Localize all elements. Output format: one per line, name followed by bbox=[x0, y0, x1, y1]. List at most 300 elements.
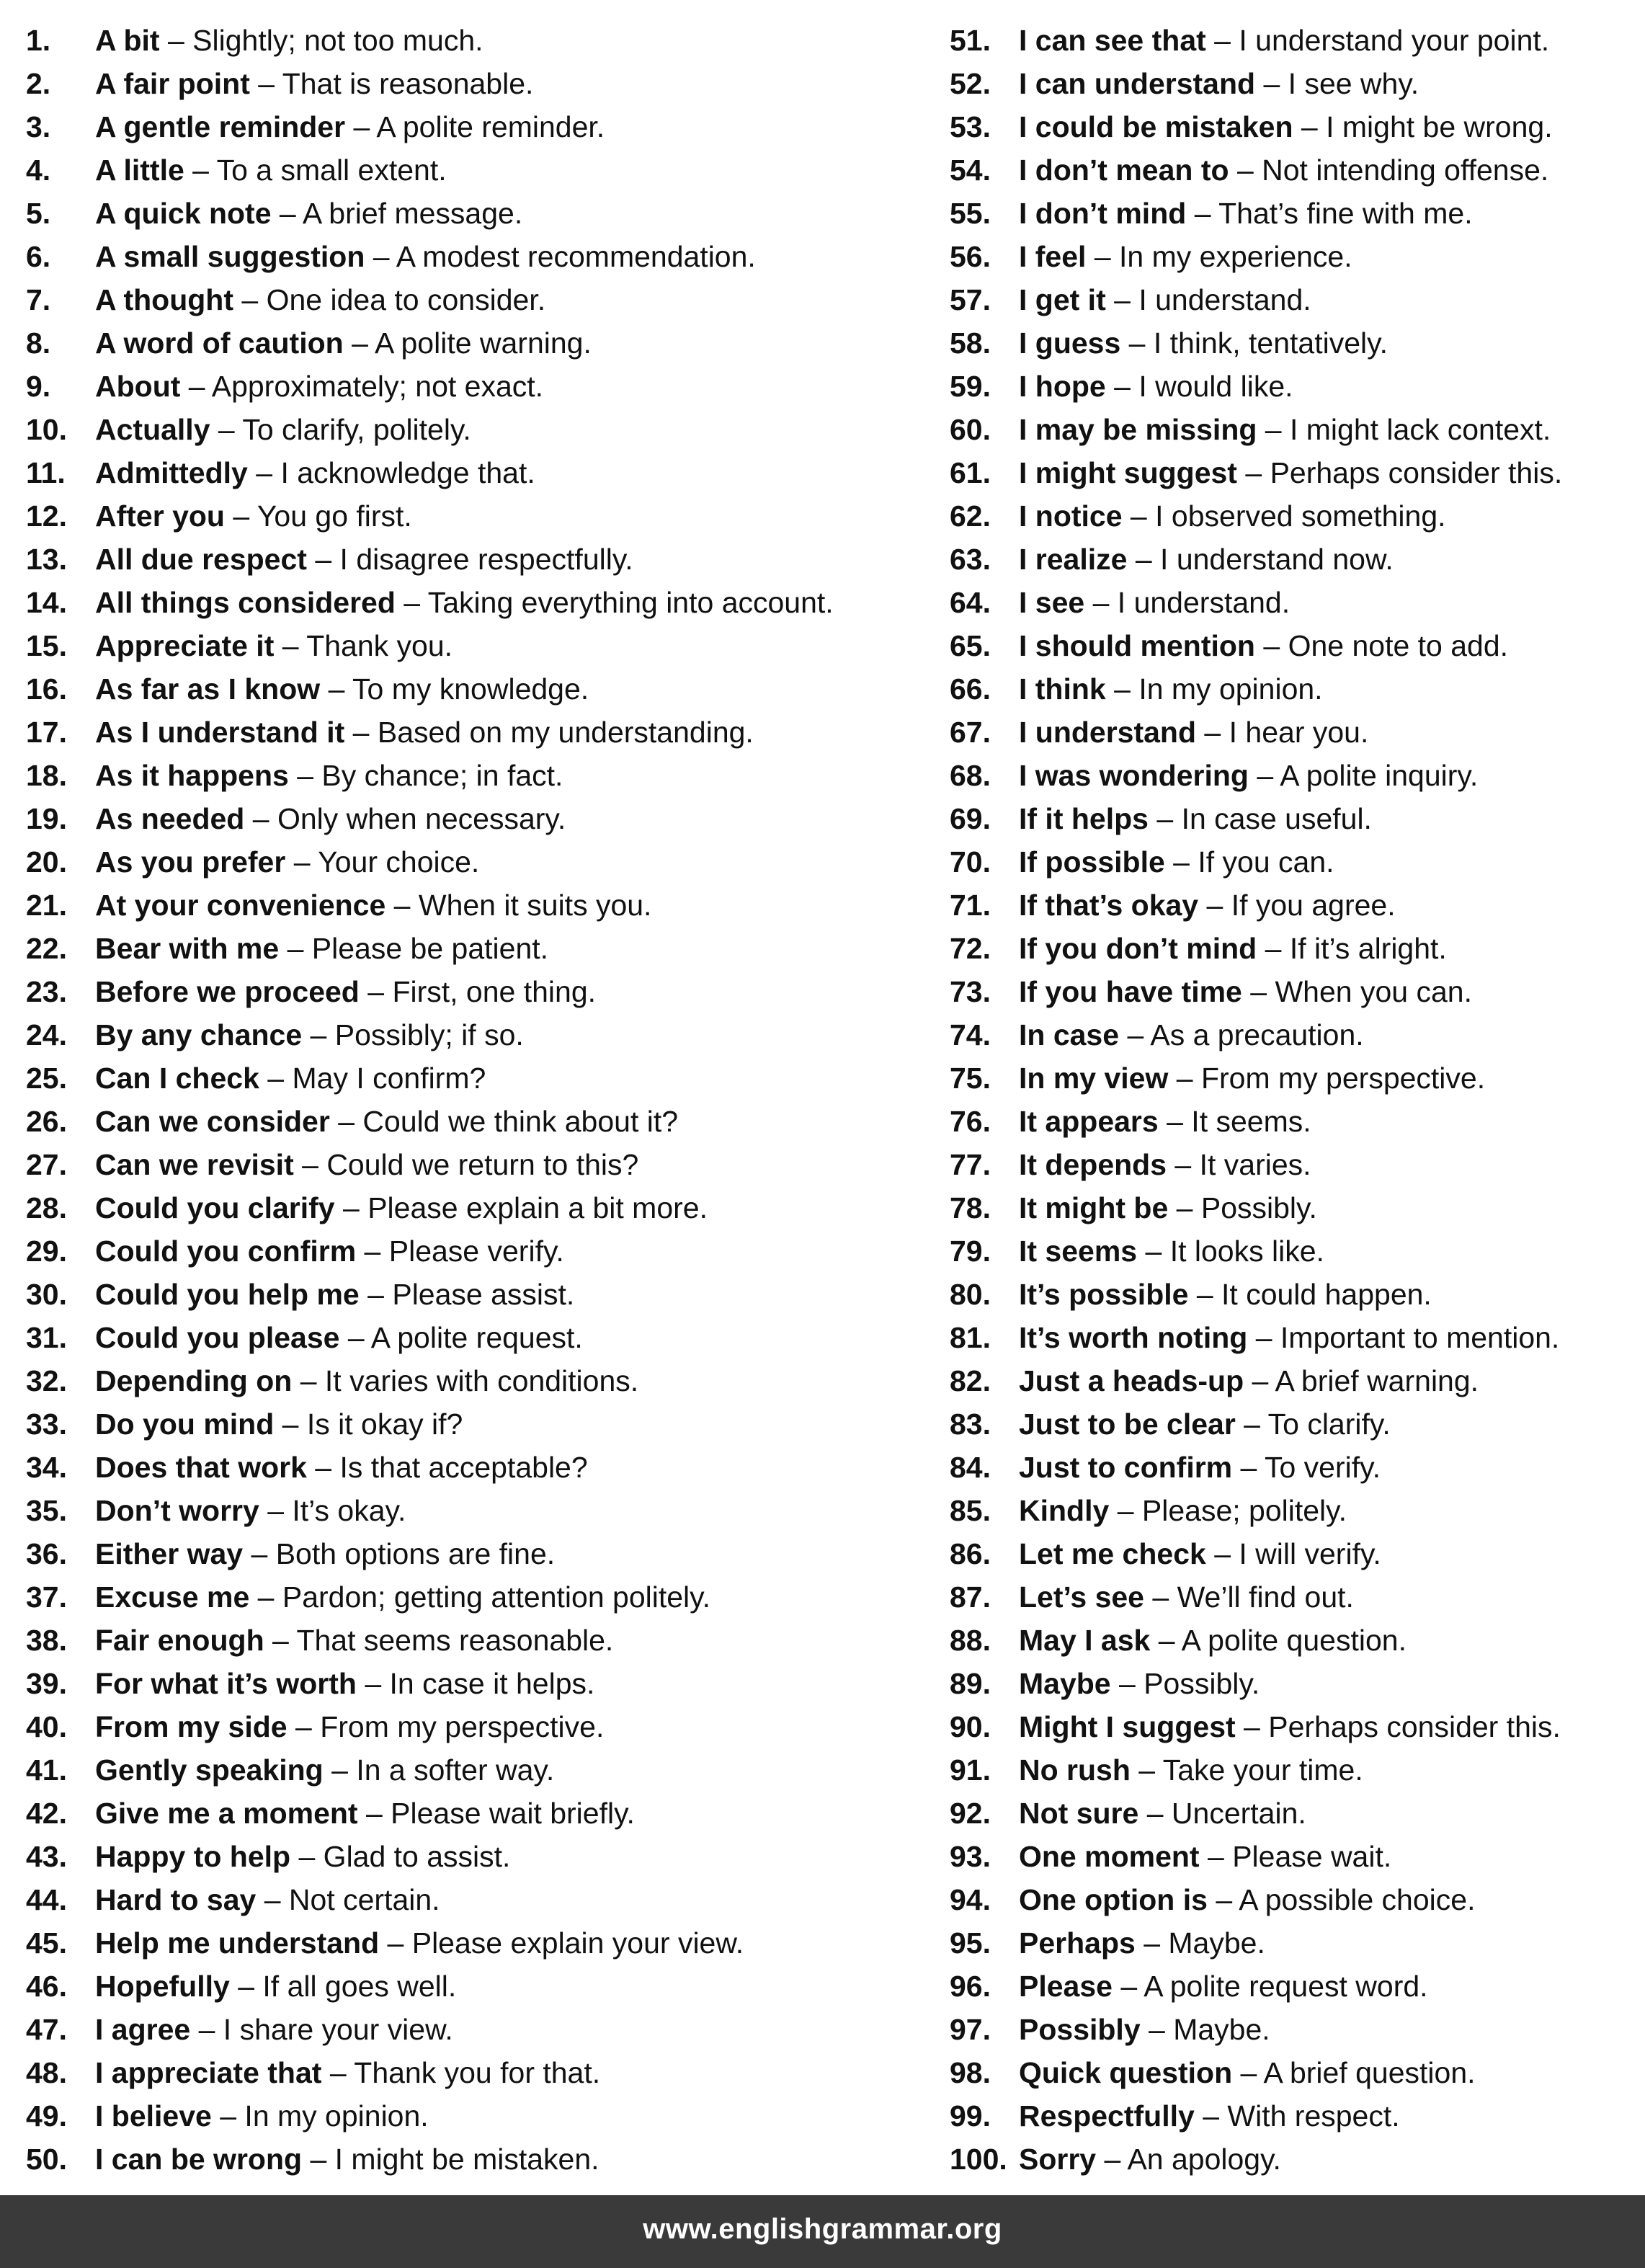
phrase-meaning: It varies. bbox=[1199, 1148, 1311, 1181]
phrase-number: 12. bbox=[26, 499, 67, 533]
phrase-number: 87. bbox=[950, 1580, 991, 1614]
phrase-number: 48. bbox=[26, 2056, 67, 2089]
phrase-term: A thought bbox=[95, 283, 234, 316]
phrase-item bbox=[950, 1575, 1627, 1619]
phrase-number: 9. bbox=[26, 370, 51, 403]
phrase-item bbox=[26, 105, 919, 148]
phrase-number: 24. bbox=[26, 1018, 67, 1051]
phrase-meaning: If you can. bbox=[1198, 845, 1334, 879]
phrase-meaning: Is it okay if? bbox=[306, 1408, 463, 1441]
phrase-number: 50. bbox=[26, 2143, 67, 2176]
phrase-term: After you bbox=[95, 499, 225, 533]
phrase-meaning: That is reasonable. bbox=[282, 67, 534, 100]
phrase-term: Might I suggest bbox=[1019, 1710, 1236, 1743]
phrase-meaning: Based on my understanding. bbox=[377, 716, 754, 749]
phrase-item bbox=[26, 840, 919, 884]
phrase-separator: – bbox=[1196, 716, 1229, 749]
phrase-item bbox=[26, 2094, 919, 2138]
phrase-meaning: Please assist. bbox=[392, 1278, 575, 1311]
phrase-separator: – bbox=[243, 1537, 276, 1570]
phrase-term: As it happens bbox=[95, 759, 289, 792]
phrase-meaning: Possibly. bbox=[1200, 1191, 1317, 1224]
phrase-separator: – bbox=[1232, 1451, 1265, 1484]
phrase-term: Sorry bbox=[1019, 2143, 1097, 2176]
phrase-item bbox=[950, 1489, 1627, 1532]
phrase-item bbox=[950, 2138, 1627, 2181]
phrase-separator: – bbox=[1168, 1191, 1201, 1224]
phrase-item bbox=[26, 1100, 919, 1143]
phrase-meaning: In my experience. bbox=[1119, 240, 1352, 273]
phrase-meaning: Only when necessary. bbox=[277, 802, 566, 835]
phrase-item bbox=[26, 148, 919, 192]
phrase-separator: – bbox=[302, 1018, 335, 1051]
phrase-meaning: I see why. bbox=[1288, 67, 1419, 100]
phrase-item bbox=[950, 1748, 1627, 1792]
phrase-meaning: Maybe. bbox=[1173, 2013, 1270, 2046]
phrase-separator: – bbox=[290, 1840, 324, 1873]
phrase-term: Admittedly bbox=[95, 456, 248, 489]
phrase-item bbox=[26, 1748, 919, 1792]
phrase-item bbox=[950, 192, 1627, 235]
phrase-item bbox=[950, 1792, 1627, 1835]
phrase-separator: – bbox=[1235, 1710, 1269, 1743]
phrase-item bbox=[26, 365, 919, 408]
phrase-meaning: It’s okay. bbox=[292, 1494, 406, 1527]
phrase-item bbox=[950, 2051, 1627, 2094]
phrase-number: 16. bbox=[26, 672, 67, 706]
phrase-meaning: When you can. bbox=[1275, 975, 1472, 1008]
phrase-term: I see bbox=[1019, 586, 1085, 619]
phrase-item bbox=[950, 1229, 1627, 1273]
phrase-item bbox=[26, 1316, 919, 1359]
phrase-item bbox=[950, 1878, 1627, 1921]
phrase-meaning: I understand your point. bbox=[1239, 24, 1550, 57]
phrase-meaning: It varies with conditions. bbox=[324, 1364, 639, 1397]
phrase-number: 82. bbox=[950, 1364, 991, 1397]
phrase-separator: – bbox=[1086, 240, 1120, 273]
phrase-separator: – bbox=[1207, 1883, 1239, 1916]
phrase-item bbox=[26, 192, 919, 235]
phrase-number: 64. bbox=[950, 586, 991, 619]
phrase-item bbox=[950, 624, 1627, 667]
phrase-meaning: Thank you. bbox=[306, 629, 453, 662]
phrase-number: 44. bbox=[26, 1883, 67, 1916]
phrase-number: 6. bbox=[26, 240, 51, 273]
phrase-item bbox=[950, 408, 1627, 451]
phrase-separator: – bbox=[1255, 67, 1288, 100]
phrase-number: 26. bbox=[26, 1105, 67, 1138]
phrase-item bbox=[950, 278, 1627, 321]
phrase-item bbox=[950, 321, 1627, 365]
phrase-meaning: A brief question. bbox=[1263, 2056, 1476, 2089]
phrase-term: It’s possible bbox=[1019, 1278, 1189, 1311]
phrase-number: 81. bbox=[950, 1321, 991, 1354]
phrase-meaning: A polite request. bbox=[370, 1321, 583, 1354]
phrase-term: Respectfully bbox=[1019, 2099, 1195, 2133]
phrase-number: 40. bbox=[26, 1710, 67, 1743]
phrase-separator: – bbox=[1105, 672, 1139, 706]
phrase-number: 53. bbox=[950, 110, 991, 143]
phrase-item bbox=[950, 1273, 1627, 1316]
phrase-separator: – bbox=[323, 1753, 357, 1787]
phrase-meaning: Please verify. bbox=[388, 1235, 564, 1268]
phrase-number: 18. bbox=[26, 759, 67, 792]
phrase-number: 59. bbox=[950, 370, 991, 403]
phrase-item bbox=[950, 1662, 1627, 1705]
phrase-item bbox=[26, 62, 919, 105]
phrase-separator: – bbox=[244, 802, 277, 835]
phrase-meaning: I would like. bbox=[1138, 370, 1293, 403]
phrase-term: Just to confirm bbox=[1019, 1451, 1233, 1484]
phrase-number: 100. bbox=[950, 2143, 1007, 2176]
phrase-term: Fair enough bbox=[95, 1624, 264, 1657]
phrase-separator: – bbox=[1158, 1105, 1192, 1138]
phrase-number: 73. bbox=[950, 975, 991, 1008]
phrase-meaning: I observed something. bbox=[1155, 499, 1446, 533]
phrase-separator: – bbox=[1229, 154, 1262, 187]
phrase-term: Depending on bbox=[95, 1364, 293, 1397]
phrase-meaning: By chance; in fact. bbox=[321, 759, 563, 792]
phrase-separator: – bbox=[1122, 499, 1156, 533]
phrase-number: 70. bbox=[950, 845, 991, 879]
phrase-item bbox=[26, 970, 919, 1013]
phrase-separator: – bbox=[359, 1278, 393, 1311]
phrase-meaning: Maybe. bbox=[1168, 1926, 1265, 1960]
phrase-meaning: Please explain a bit more. bbox=[367, 1191, 708, 1224]
phrase-number: 62. bbox=[950, 499, 991, 533]
phrase-number: 4. bbox=[26, 154, 51, 187]
phrase-item bbox=[26, 624, 919, 667]
phrase-meaning: I understand now. bbox=[1160, 543, 1394, 576]
phrase-meaning: I might be mistaken. bbox=[334, 2143, 599, 2176]
phrase-item bbox=[26, 2138, 919, 2181]
phrase-number: 20. bbox=[26, 845, 67, 879]
phrase-term: As I understand it bbox=[95, 716, 345, 749]
phrase-separator: – bbox=[1164, 845, 1198, 879]
phrase-term: I realize bbox=[1019, 543, 1128, 576]
phrase-item bbox=[26, 1402, 919, 1446]
phrase-item bbox=[26, 1575, 919, 1619]
phrase-separator: – bbox=[1205, 1537, 1239, 1570]
phrase-item bbox=[950, 1532, 1627, 1575]
phrase-separator: – bbox=[306, 1451, 340, 1484]
phrase-meaning: One note to add. bbox=[1288, 629, 1509, 662]
phrase-item bbox=[950, 2008, 1627, 2051]
phrase-term: If that’s okay bbox=[1019, 889, 1199, 922]
phrase-item bbox=[26, 1057, 919, 1100]
phrase-item bbox=[950, 1965, 1627, 2008]
phrase-separator: – bbox=[1138, 1797, 1172, 1830]
phrase-term: Could you confirm bbox=[95, 1235, 357, 1268]
phrase-meaning: I hear you. bbox=[1229, 716, 1369, 749]
phrase-item bbox=[26, 278, 919, 321]
phrase-term: For what it’s worth bbox=[95, 1667, 357, 1700]
phrase-item bbox=[950, 19, 1627, 62]
phrase-meaning: I might be wrong. bbox=[1326, 110, 1553, 143]
phrase-separator: – bbox=[1167, 1148, 1200, 1181]
phrase-item bbox=[950, 1316, 1627, 1359]
phrase-separator: – bbox=[1109, 1494, 1142, 1527]
phrase-term: Can we revisit bbox=[95, 1148, 294, 1181]
phrase-meaning: If it’s alright. bbox=[1289, 932, 1447, 965]
phrase-term: It seems bbox=[1019, 1235, 1138, 1268]
phrase-separator: – bbox=[159, 24, 193, 57]
phrase-item bbox=[950, 1835, 1627, 1878]
phrase-item bbox=[950, 1921, 1627, 1965]
phrase-separator: – bbox=[379, 1926, 412, 1960]
phrase-number: 19. bbox=[26, 802, 67, 835]
phrase-meaning: To clarify, politely. bbox=[242, 413, 471, 446]
phrase-separator: – bbox=[345, 110, 377, 143]
phrase-meaning: Possibly. bbox=[1144, 1667, 1260, 1700]
phrase-item bbox=[950, 2094, 1627, 2138]
phrase-meaning: To verify. bbox=[1264, 1451, 1381, 1484]
phrase-item bbox=[950, 105, 1627, 148]
phrase-number: 78. bbox=[950, 1191, 991, 1224]
phrase-number: 25. bbox=[26, 1062, 67, 1095]
phrase-meaning: First, one thing. bbox=[392, 975, 597, 1008]
phrase-number: 84. bbox=[950, 1451, 991, 1484]
phrase-term: A small suggestion bbox=[95, 240, 365, 273]
phrase-item bbox=[26, 581, 919, 624]
phrase-separator: – bbox=[321, 2056, 355, 2089]
phrase-number: 33. bbox=[26, 1408, 67, 1441]
phrase-number: 3. bbox=[26, 110, 51, 143]
phrase-item bbox=[26, 711, 919, 754]
phrase-separator: – bbox=[1127, 543, 1161, 576]
phrase-separator: – bbox=[1110, 1667, 1144, 1700]
phrase-separator: – bbox=[1241, 975, 1275, 1008]
phrase-number: 8. bbox=[26, 326, 51, 360]
phrase-number: 47. bbox=[26, 2013, 67, 2046]
phrase-separator: – bbox=[1137, 1235, 1170, 1268]
phrase-item bbox=[26, 884, 919, 927]
phrase-item bbox=[26, 2051, 919, 2094]
phrase-term: Give me a moment bbox=[95, 1797, 358, 1830]
phrase-term: Please bbox=[1019, 1970, 1113, 2003]
phrase-term: If possible bbox=[1019, 845, 1165, 879]
phrase-meaning: I understand. bbox=[1138, 283, 1311, 316]
phrase-meaning: I share your view. bbox=[223, 2013, 453, 2046]
phrase-meaning: Take your time. bbox=[1162, 1753, 1363, 1787]
phrase-item bbox=[26, 538, 919, 581]
phrase-meaning: You go first. bbox=[257, 499, 412, 533]
phrase-separator: – bbox=[256, 1883, 289, 1916]
phrase-term: One option is bbox=[1019, 1883, 1208, 1916]
phrase-term: A word of caution bbox=[95, 326, 344, 360]
phrase-item bbox=[26, 2008, 919, 2051]
phrase-term: About bbox=[95, 370, 181, 403]
phrase-separator: – bbox=[1168, 1062, 1201, 1095]
phrase-number: 71. bbox=[950, 889, 991, 922]
phrase-meaning: Slightly; not too much. bbox=[192, 24, 483, 57]
phrase-separator: – bbox=[1244, 1364, 1275, 1397]
phrase-term: One moment bbox=[1019, 1840, 1200, 1873]
phrase-separator: – bbox=[1148, 802, 1182, 835]
phrase-separator: – bbox=[365, 240, 396, 273]
phrase-item bbox=[950, 711, 1627, 754]
phrase-term: I understand bbox=[1019, 716, 1197, 749]
phrase-item bbox=[26, 1359, 919, 1402]
phrase-item bbox=[950, 667, 1627, 711]
phrase-number: 69. bbox=[950, 802, 991, 835]
phrase-separator: – bbox=[259, 1494, 293, 1527]
phrase-item bbox=[950, 365, 1627, 408]
phrase-item bbox=[950, 581, 1627, 624]
phrase-term: Let me check bbox=[1019, 1537, 1206, 1570]
phrase-separator: – bbox=[1105, 283, 1139, 316]
phrase-number: 51. bbox=[950, 24, 991, 57]
phrase-meaning: In case useful. bbox=[1181, 802, 1372, 835]
phrase-number: 99. bbox=[950, 2099, 991, 2133]
phrase-item bbox=[26, 1532, 919, 1575]
phrase-meaning: I think, tentatively. bbox=[1153, 326, 1388, 360]
phrase-separator: – bbox=[344, 716, 378, 749]
phrase-term: I appreciate that bbox=[95, 2056, 322, 2089]
phrase-term: Hopefully bbox=[95, 1970, 230, 2003]
phrase-term: Let’s see bbox=[1019, 1580, 1144, 1614]
phrase-number: 79. bbox=[950, 1235, 991, 1268]
phrase-meaning: It could happen. bbox=[1221, 1278, 1432, 1311]
phrase-number: 77. bbox=[950, 1148, 991, 1181]
phrase-number: 21. bbox=[26, 889, 67, 922]
phrase-meaning: Perhaps consider this. bbox=[1268, 1710, 1561, 1743]
phrase-item bbox=[26, 1273, 919, 1316]
phrase-number: 39. bbox=[26, 1667, 67, 1700]
phrase-number: 91. bbox=[950, 1753, 991, 1787]
phrase-separator: – bbox=[1084, 586, 1118, 619]
phrase-meaning: Could we think about it? bbox=[362, 1105, 679, 1138]
phrase-number: 67. bbox=[950, 716, 991, 749]
phrase-meaning: I disagree respectfully. bbox=[339, 543, 633, 576]
phrase-item bbox=[950, 235, 1627, 278]
phrase-number: 23. bbox=[26, 975, 67, 1008]
phrase-separator: – bbox=[1135, 1926, 1169, 1960]
phrase-number: 92. bbox=[950, 1797, 991, 1830]
phrase-separator: – bbox=[211, 2099, 245, 2133]
phrase-number: 42. bbox=[26, 1797, 67, 1830]
phrase-term: May I ask bbox=[1019, 1624, 1151, 1657]
phrase-number: 1. bbox=[26, 24, 51, 57]
phrase-number: 35. bbox=[26, 1494, 67, 1527]
phrase-number: 61. bbox=[950, 456, 991, 489]
phrase-item bbox=[26, 235, 919, 278]
phrase-item bbox=[950, 1186, 1627, 1229]
phrase-meaning: Not intending offense. bbox=[1262, 154, 1549, 187]
phrase-number: 63. bbox=[950, 543, 991, 576]
phrase-separator: – bbox=[274, 1408, 307, 1441]
phrase-item bbox=[26, 1446, 919, 1489]
phrase-item bbox=[950, 840, 1627, 884]
phrase-separator: – bbox=[385, 889, 419, 922]
phrase-item bbox=[950, 1705, 1627, 1748]
phrase-item bbox=[950, 884, 1627, 927]
phrase-separator: – bbox=[190, 2013, 223, 2046]
phrase-meaning: Please explain your view. bbox=[411, 1926, 744, 1960]
phrase-number: 75. bbox=[950, 1062, 991, 1095]
phrase-separator: – bbox=[1150, 1624, 1182, 1657]
phrase-separator: – bbox=[1232, 2056, 1264, 2089]
phrase-item bbox=[26, 797, 919, 840]
phrase-meaning: In my opinion. bbox=[244, 2099, 429, 2133]
phrase-separator: – bbox=[1248, 759, 1280, 792]
phrase-meaning: I might lack context. bbox=[1290, 413, 1551, 446]
phrase-separator: – bbox=[1257, 413, 1290, 446]
phrase-separator: – bbox=[1120, 326, 1154, 360]
phrase-meaning: Thank you for that. bbox=[354, 2056, 601, 2089]
phrase-term: Could you help me bbox=[95, 1278, 360, 1311]
phrase-term: It’s worth noting bbox=[1019, 1321, 1248, 1354]
phrase-meaning: A modest recommendation. bbox=[396, 240, 756, 273]
phrase-meaning: Taking everything into account. bbox=[427, 586, 834, 619]
phrase-separator: – bbox=[339, 1321, 371, 1354]
phrase-number: 74. bbox=[950, 1018, 991, 1051]
phrase-separator: – bbox=[279, 932, 312, 965]
phrase-term: Hard to say bbox=[95, 1883, 257, 1916]
footer-website-link[interactable]: www.englishgrammar.org bbox=[643, 2213, 1002, 2245]
phrase-term: As needed bbox=[95, 802, 245, 835]
phrase-number: 31. bbox=[26, 1321, 67, 1354]
phrase-item bbox=[26, 754, 919, 797]
phrase-meaning: From my perspective. bbox=[1200, 1062, 1486, 1095]
phrase-separator: – bbox=[259, 1062, 293, 1095]
phrase-number: 98. bbox=[950, 2056, 991, 2089]
phrase-meaning: With respect. bbox=[1227, 2099, 1400, 2133]
phrase-meaning: A brief warning. bbox=[1275, 1364, 1479, 1397]
phrase-term: As far as I know bbox=[95, 672, 321, 706]
phrase-meaning: Please; politely. bbox=[1141, 1494, 1347, 1527]
phrase-separator: – bbox=[302, 2143, 335, 2176]
right-phrase-column bbox=[950, 19, 1627, 2181]
phrase-item bbox=[950, 451, 1627, 494]
phrase-number: 36. bbox=[26, 1537, 67, 1570]
phrase-term: I believe bbox=[95, 2099, 212, 2133]
phrase-item bbox=[26, 1186, 919, 1229]
phrase-separator: – bbox=[356, 1667, 390, 1700]
phrase-meaning: A polite inquiry. bbox=[1280, 759, 1479, 792]
phrase-separator: – bbox=[224, 499, 257, 533]
phrase-meaning: Pardon; getting attention politely. bbox=[282, 1580, 710, 1614]
phrase-separator: – bbox=[180, 370, 212, 403]
phrase-number: 15. bbox=[26, 629, 67, 662]
phrase-number: 37. bbox=[26, 1580, 67, 1614]
phrase-meaning: One idea to consider. bbox=[266, 283, 546, 316]
phrase-separator: – bbox=[233, 283, 267, 316]
phrase-separator: – bbox=[395, 586, 428, 619]
phrase-separator: – bbox=[229, 1970, 263, 2003]
phrase-number: 17. bbox=[26, 716, 67, 749]
phrase-term: I get it bbox=[1019, 283, 1106, 316]
phrase-number: 41. bbox=[26, 1753, 67, 1787]
phrase-separator: – bbox=[329, 1105, 363, 1138]
phrase-item bbox=[26, 667, 919, 711]
phrase-term: Could you please bbox=[95, 1321, 340, 1354]
phrase-term: It might be bbox=[1019, 1191, 1169, 1224]
phrase-item bbox=[950, 1402, 1627, 1446]
phrase-term: I don’t mind bbox=[1019, 197, 1187, 230]
phrase-separator: – bbox=[1188, 1278, 1222, 1311]
phrase-item bbox=[26, 1921, 919, 1965]
phrase-term: At your convenience bbox=[95, 889, 386, 922]
phrase-meaning: In case it helps. bbox=[389, 1667, 595, 1700]
phrase-item bbox=[950, 927, 1627, 970]
phrase-meaning: If all goes well. bbox=[262, 1970, 457, 2003]
phrase-term: Not sure bbox=[1019, 1797, 1139, 1830]
phrase-term: Quick question bbox=[1019, 2056, 1233, 2089]
phrase-term: Can we consider bbox=[95, 1105, 330, 1138]
phrase-meaning: Please wait briefly. bbox=[391, 1797, 635, 1830]
phrase-meaning: A possible choice. bbox=[1239, 1883, 1476, 1916]
